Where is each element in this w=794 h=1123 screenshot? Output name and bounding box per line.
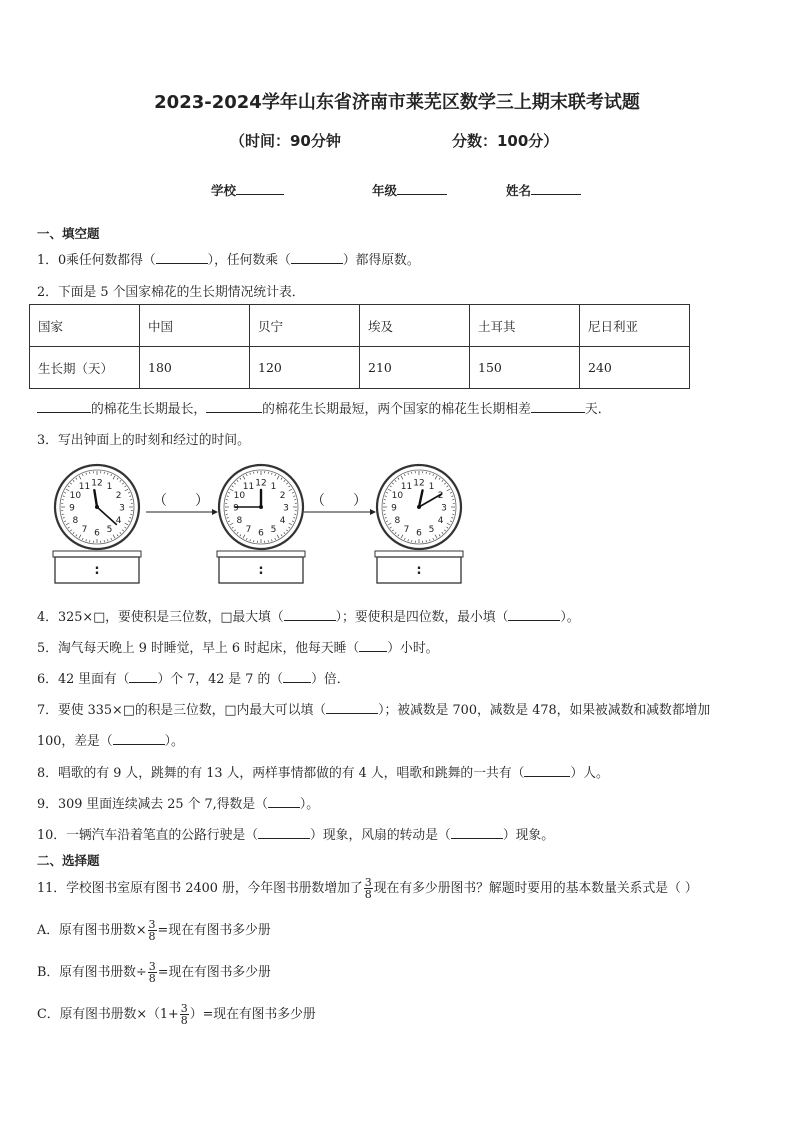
clock-numeral: 5 <box>106 525 113 536</box>
fraction-numerator: 3 <box>364 876 372 889</box>
fraction-numerator: 3 <box>148 960 156 973</box>
clock-numeral: 7 <box>81 525 88 536</box>
option-c-fraction <box>180 1003 189 1026</box>
question-2-blanks <box>37 398 611 417</box>
question-2: 2．下面是 5 个国家棉花的生长期情况统计表． <box>37 285 305 300</box>
arrow-2-paren: （ ） <box>311 493 367 509</box>
question-9 <box>37 793 319 812</box>
q7-blank-1[interactable] <box>326 701 378 714</box>
table-cell: 生长期（天） <box>30 347 140 389</box>
clock-numeral: 1 <box>428 481 435 492</box>
school-field[interactable] <box>211 181 284 199</box>
clock-numeral: 5 <box>428 525 435 536</box>
q11-text-a: 11．学校图书室原有图书 2400 册，今年图书册数增加了 <box>37 881 363 896</box>
question-11 <box>37 874 698 904</box>
clock-face <box>217 465 305 583</box>
q2b-text-a: 的棉花生长期最长， <box>91 402 207 417</box>
clock-numeral: 9 <box>391 503 397 514</box>
q6-text-a: 6．42 里面有（ <box>37 672 130 687</box>
q4-text-a: 4．325×□，要使积是三位数，□最大填（ <box>37 610 284 625</box>
exam-score: 分数：100分） <box>452 132 559 150</box>
name-blank[interactable] <box>531 182 581 195</box>
grade-blank[interactable] <box>397 182 447 195</box>
cotton-growth-table <box>29 304 690 389</box>
q8-text-a: 8．唱歌的有 9 人，跳舞的有 13 人，两样事情都做的有 4 人，唱歌和跳舞的一共有（ <box>37 766 525 781</box>
question-7-line-2 <box>37 730 184 749</box>
q5-text-b: ）小时。 <box>387 641 439 656</box>
clock-numeral: 11 <box>242 481 255 492</box>
q6-text-b: ）个 7，42 是 7 的（ <box>157 672 284 687</box>
table-cell: 尼日利亚 <box>580 305 690 347</box>
clock-numeral: 6 <box>416 528 422 539</box>
option-c-text-b: ）=现在有图书多少册 <box>189 1007 316 1022</box>
clock-numeral: 2 <box>437 491 444 501</box>
clock-numeral: 4 <box>279 516 286 526</box>
grade-label: 年级 <box>372 183 398 198</box>
clock-numeral: 10 <box>391 491 404 501</box>
clock-numeral: 3 <box>283 503 289 514</box>
q1-text-a: 1．0乘任何数都得（ <box>37 253 156 268</box>
table-row <box>30 305 690 347</box>
q9-text-b: ）。 <box>299 797 320 812</box>
table-cell: 240 <box>580 347 690 389</box>
q9-blank[interactable] <box>268 795 300 808</box>
table-cell: 国家 <box>30 305 140 347</box>
clock-face <box>53 465 141 583</box>
q7-text-c: 100，差是（ <box>37 734 113 749</box>
q8-blank[interactable] <box>524 764 570 777</box>
arrow-1 <box>146 509 218 515</box>
table-cell: 土耳其 <box>470 305 580 347</box>
clock-numeral: 8 <box>236 516 243 526</box>
question-8 <box>37 762 609 781</box>
q2-blank-1[interactable] <box>37 400 91 413</box>
fraction-denominator: 8 <box>148 972 156 985</box>
clock-numeral: 12 <box>413 478 425 489</box>
clock-numeral: 7 <box>403 525 410 536</box>
fraction-denominator: 8 <box>148 930 156 943</box>
option-b-text-a: B．原有图书册数÷ <box>37 965 147 980</box>
section-multiple-choice: 二、选择题 <box>37 853 100 868</box>
q10-blank-2[interactable] <box>451 826 503 839</box>
clock-diagram <box>40 455 480 585</box>
table-cell: 150 <box>470 347 580 389</box>
name-label: 姓名 <box>506 183 532 198</box>
q4-text-b: ）；要使积是四位数，最小填（ <box>335 610 509 625</box>
q1-text-b: ），任何数乘（ <box>207 253 291 268</box>
clock-numeral: 1 <box>270 481 277 492</box>
time-colon: : <box>416 563 422 578</box>
option-a[interactable] <box>37 916 271 946</box>
page-title: 2023-2024学年山东省济南市莱芜区数学三上期末联考试题 <box>154 92 640 113</box>
q6-blank-2[interactable] <box>283 670 311 683</box>
fraction-numerator: 3 <box>148 918 156 931</box>
clock-numeral: 11 <box>78 481 91 492</box>
arrow-1-paren: （ ） <box>153 493 209 509</box>
name-field[interactable] <box>506 181 581 199</box>
q4-text-c: ）。 <box>560 610 580 625</box>
clock-face <box>375 465 463 583</box>
clock-numeral: 6 <box>94 528 100 539</box>
fraction-numerator: 3 <box>180 1002 188 1015</box>
question-1 <box>37 249 420 268</box>
grade-field[interactable] <box>372 181 447 199</box>
clock-numeral: 2 <box>115 491 122 501</box>
q7-blank-2[interactable] <box>113 732 165 745</box>
option-a-text-a: A．原有图书册数× <box>37 923 147 938</box>
clock-numeral: 11 <box>400 481 413 492</box>
q1-blank-2[interactable] <box>291 251 343 264</box>
option-b-text-b: =现在有图书多少册 <box>157 965 271 980</box>
q5-blank[interactable] <box>359 639 387 652</box>
q11-text-b: 现在有多少册图书？解题时要用的基本数量关系式是（ ） <box>373 881 698 896</box>
option-b-fraction <box>148 961 157 984</box>
q2-blank-2[interactable] <box>206 400 262 413</box>
table-row <box>30 347 690 389</box>
clock-numeral: 2 <box>279 491 286 501</box>
exam-time: （时间：90分钟 <box>230 132 341 150</box>
clock-numeral: 9 <box>233 503 239 514</box>
q10-blank-1[interactable] <box>258 826 310 839</box>
q10-text-c: ）现象。 <box>502 828 554 843</box>
clock-numeral: 3 <box>119 503 125 514</box>
question-3: 3．写出钟面上的时刻和经过的时间。 <box>37 433 250 448</box>
section-fill-in: 一、填空题 <box>37 226 100 241</box>
q2b-text-c: 天． <box>584 402 611 417</box>
clock-numeral: 5 <box>270 525 277 536</box>
school-label: 学校 <box>211 183 237 198</box>
clock-numeral: 4 <box>437 516 444 526</box>
clock-numeral: 9 <box>69 503 75 514</box>
table-cell: 中国 <box>140 305 250 347</box>
table-cell: 210 <box>360 347 470 389</box>
q5-text-a: 5．淘气每天晚上 9 时睡觉，早上 6 时起床，他每天睡（ <box>37 641 360 656</box>
table-cell: 贝宁 <box>250 305 360 347</box>
q4-blank-2[interactable] <box>508 608 560 621</box>
option-b[interactable] <box>37 958 271 988</box>
clock-numeral: 6 <box>258 528 264 539</box>
clock-numeral: 10 <box>69 491 82 501</box>
time-colon: : <box>258 563 264 578</box>
arrow-2 <box>304 509 376 515</box>
q2b-text-b: 的棉花生长期最短，两个国家的棉花生长期相差 <box>262 402 531 417</box>
q11-fraction <box>364 877 373 900</box>
q7-text-d: ）。 <box>164 734 184 749</box>
table-cell: 180 <box>140 347 250 389</box>
clock-numeral: 4 <box>115 516 122 526</box>
q9-text-a: 9．309 里面连续减去 25 个 7,得数是（ <box>37 797 268 812</box>
q2-blank-3[interactable] <box>531 400 585 413</box>
q1-text-c: ）都得原数。 <box>342 253 420 268</box>
option-c[interactable] <box>37 1000 316 1030</box>
fraction-denominator: 8 <box>364 888 372 901</box>
q10-text-a: 10．一辆汽车沿着笔直的公路行驶是（ <box>37 828 259 843</box>
q8-text-b: ）人。 <box>570 766 609 781</box>
clock-numeral: 12 <box>91 478 103 489</box>
clock-numeral: 8 <box>72 516 79 526</box>
q10-text-b: ）现象，风扇的转动是（ <box>310 828 451 843</box>
q7-text-a: 7．要使 335×□的积是三位数，□内最大可以填（ <box>37 703 327 718</box>
clock-numeral: 12 <box>255 478 267 489</box>
time-colon: : <box>94 563 100 578</box>
table-cell: 埃及 <box>360 305 470 347</box>
clock-numeral: 10 <box>233 491 246 501</box>
question-5 <box>37 637 438 656</box>
q1-blank-1[interactable] <box>156 251 208 264</box>
clock-numeral: 7 <box>245 525 252 536</box>
option-a-fraction <box>148 919 157 942</box>
table-cell: 120 <box>250 347 360 389</box>
clock-numeral: 1 <box>106 481 113 492</box>
question-6 <box>37 668 350 687</box>
clock-numeral: 3 <box>441 503 447 514</box>
question-10 <box>37 824 554 843</box>
q4-blank-1[interactable] <box>284 608 336 621</box>
q6-text-c: ）倍． <box>311 672 350 687</box>
q6-blank-1[interactable] <box>129 670 157 683</box>
question-4 <box>37 606 580 625</box>
fraction-denominator: 8 <box>180 1014 188 1027</box>
school-blank[interactable] <box>236 182 284 195</box>
q7-text-b: ）；被减数是 700，减数是 478，如果被减数和减数都增加 <box>378 703 711 718</box>
option-a-text-b: =现在有图书多少册 <box>157 923 271 938</box>
question-7-line-1 <box>37 699 710 718</box>
clock-numeral: 8 <box>394 516 401 526</box>
option-c-text-a: C．原有图书册数×（1+ <box>37 1007 179 1022</box>
